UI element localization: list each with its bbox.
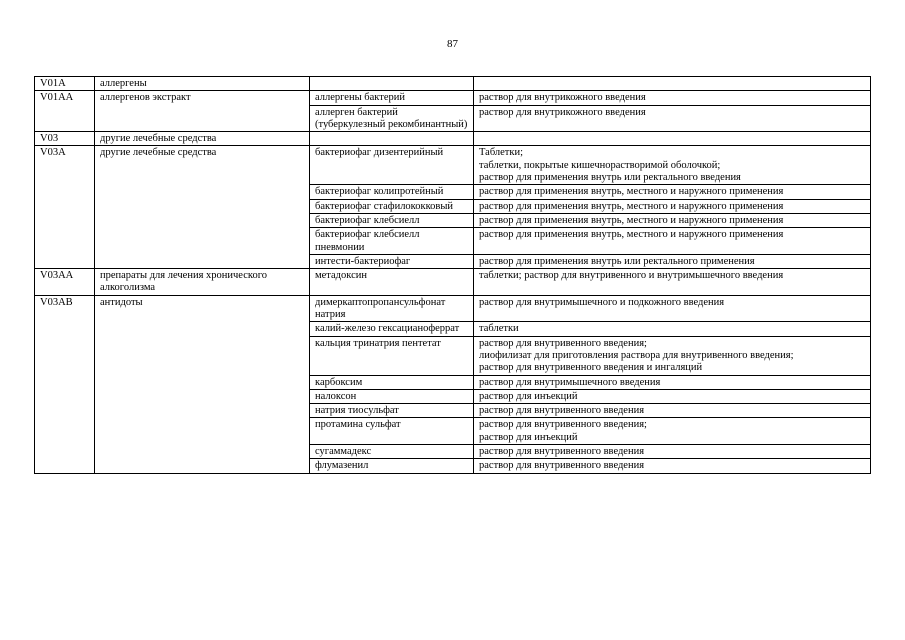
dosage-form-line: раствор для применения внутрь, местного и наружного применения <box>479 214 784 226</box>
dosage-form-cell <box>474 445 871 459</box>
atc-code-cell: V03AB <box>35 295 95 473</box>
dosage-form-cell <box>474 105 871 132</box>
dosage-form-line: раствор для внутрикожного введения <box>479 106 646 118</box>
dosage-form-line: таблетки <box>479 323 519 335</box>
atc-group-cell: аллергены <box>95 77 310 91</box>
drug-name-cell: димеркаптопропансульфонат натрия <box>310 295 474 322</box>
drug-name-cell <box>310 77 474 91</box>
dosage-form-line: Таблетки; <box>479 147 524 159</box>
dosage-form-line: раствор для внутривенного введения; <box>479 337 647 349</box>
dosage-form-line: раствор для внутривенного введения и ингаляций <box>479 362 703 374</box>
atc-group-cell: антидоты <box>95 295 310 473</box>
atc-code-cell: V03AA <box>35 269 95 296</box>
dosage-form-line: раствор для внутримышечного введения <box>479 376 661 388</box>
drug-name-cell: флумазенил <box>310 459 474 473</box>
dosage-form-cell <box>474 132 871 146</box>
drug-name-cell: калий-железо гексацианоферрат <box>310 322 474 336</box>
atc-group-cell: другие лечебные средства <box>95 146 310 269</box>
table-row <box>35 77 871 91</box>
dosage-form-cell <box>474 404 871 418</box>
drug-name-cell: аллергены бактерий <box>310 91 474 105</box>
drug-name-cell: сугаммадекс <box>310 445 474 459</box>
dosage-form-cell <box>474 213 871 227</box>
table-row <box>35 295 871 322</box>
dosage-form-line: таблетки; раствор для внутривенного и внутримышечного введения <box>479 270 784 282</box>
table-row <box>35 146 871 185</box>
drug-classification-table <box>34 76 871 474</box>
atc-group-cell: препараты для лечения хронического алкоголизма <box>95 269 310 296</box>
atc-code-cell: V01AA <box>35 91 95 132</box>
dosage-form-cell <box>474 77 871 91</box>
drug-name-cell: натрия тиосульфат <box>310 404 474 418</box>
dosage-form-line: таблетки, покрытые кишечнорастворимой оболочкой; <box>479 159 721 171</box>
dosage-form-cell <box>474 185 871 199</box>
dosage-form-line: раствор для внутримышечного и подкожного введения <box>479 296 725 308</box>
dosage-form-cell <box>474 91 871 105</box>
dosage-form-line: раствор для применения внутрь или ректального введения <box>479 172 741 184</box>
table-body <box>35 77 871 474</box>
dosage-form-line: раствор для инъекций <box>479 390 578 402</box>
dosage-form-line: раствор для внутривенного введения <box>479 446 645 458</box>
drug-name-cell: бактериофаг клебсиелл <box>310 213 474 227</box>
drug-name-cell: бактериофаг клебсиелл пневмонии <box>310 228 474 255</box>
drug-name-cell: аллерген бактерий (туберкулезный рекомбинантный) <box>310 105 474 132</box>
dosage-form-line: раствор для применения внутрь, местного и наружного применения <box>479 229 784 241</box>
table-row <box>35 269 871 296</box>
dosage-form-cell <box>474 336 871 375</box>
drug-name-cell: кальция тринатрия пентетат <box>310 336 474 375</box>
dosage-form-line: раствор для внутрикожного введения <box>479 92 646 104</box>
dosage-form-line: раствор для внутривенного введения; <box>479 419 647 431</box>
drug-name-cell: бактериофаг колипротейный <box>310 185 474 199</box>
drug-name-cell: интести-бактериофаг <box>310 254 474 268</box>
dosage-form-line: раствор для применения внутрь, местного и наружного применения <box>479 186 784 198</box>
atc-group-cell: другие лечебные средства <box>95 132 310 146</box>
dosage-form-cell <box>474 418 871 445</box>
atc-code-cell: V03A <box>35 146 95 269</box>
dosage-form-line: раствор для применения внутрь, местного и наружного применения <box>479 200 784 212</box>
dosage-form-line: лиофилизат для приготовления раствора для внутривенного введения; <box>479 349 794 361</box>
atc-code-cell: V03 <box>35 132 95 146</box>
drug-name-cell: протамина сульфат <box>310 418 474 445</box>
page-number: 87 <box>447 38 458 50</box>
dosage-form-cell <box>474 199 871 213</box>
dosage-form-cell <box>474 146 871 185</box>
dosage-form-line: раствор для внутривенного введения <box>479 460 645 472</box>
table-row <box>35 132 871 146</box>
dosage-form-cell <box>474 295 871 322</box>
dosage-form-line: раствор для инъекций <box>479 431 578 443</box>
dosage-form-cell <box>474 254 871 268</box>
atc-code-cell: V01A <box>35 77 95 91</box>
dosage-form-cell <box>474 322 871 336</box>
dosage-form-cell <box>474 375 871 389</box>
drug-name-cell: метадоксин <box>310 269 474 296</box>
dosage-form-cell <box>474 269 871 296</box>
drug-name-cell: карбоксим <box>310 375 474 389</box>
drug-name-cell: бактериофаг дизентерийный <box>310 146 474 185</box>
dosage-form-line: раствор для внутривенного введения <box>479 405 645 417</box>
drug-name-cell: налоксон <box>310 389 474 403</box>
drug-name-cell <box>310 132 474 146</box>
dosage-form-cell <box>474 389 871 403</box>
dosage-form-cell <box>474 459 871 473</box>
dosage-form-cell <box>474 228 871 255</box>
dosage-form-line: раствор для применения внутрь или ректального применения <box>479 255 755 267</box>
table-row <box>35 91 871 105</box>
drug-name-cell: бактериофаг стафилококковый <box>310 199 474 213</box>
atc-group-cell: аллергенов экстракт <box>95 91 310 132</box>
